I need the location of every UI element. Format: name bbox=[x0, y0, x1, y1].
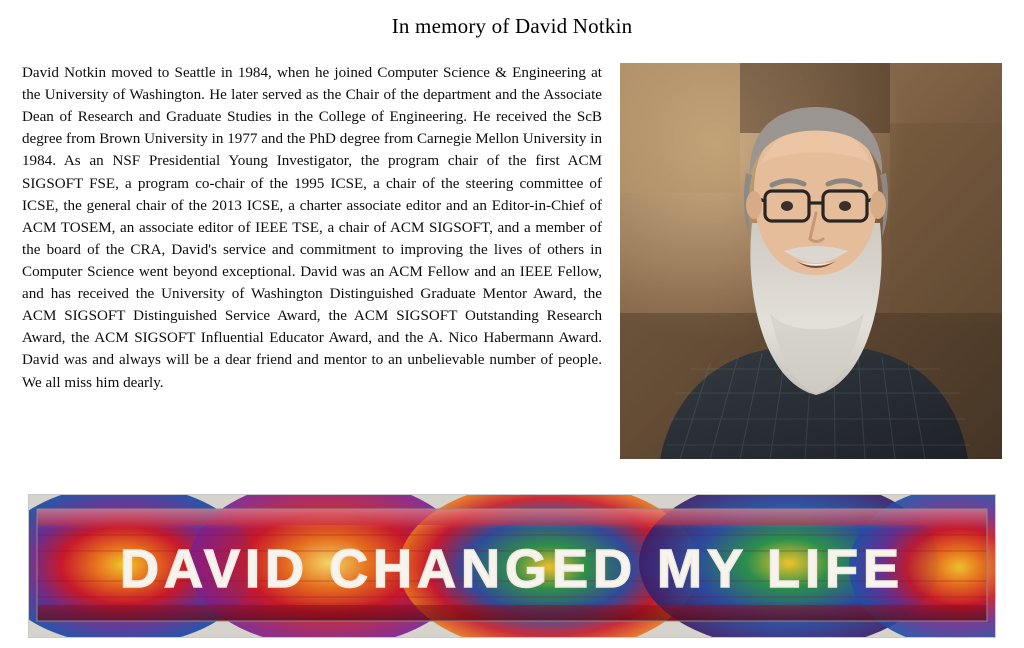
tie-dye-ribbon-illustration bbox=[29, 495, 995, 637]
portrait-illustration bbox=[620, 63, 1002, 459]
portrait-photo bbox=[620, 63, 1002, 459]
page-title: In memory of David Notkin bbox=[391, 14, 633, 38]
ribbon-text: DAVID CHANGED MY LIFE bbox=[119, 539, 905, 599]
memorial-body-text: David Notkin moved to Seattle in 1984, when he joined Computer Science & Engineering at the University of Washington. He later served as the Chair of the department and the Associate Dean of Research and Graduate Studies in the College of Engineering. He received the ScB degree from Brown University in 1977 and the PhD degree from Carnegie Mellon University in 1984. As an NSF Presidential Young Investigator, the program chair of the first ACM SIGSOFT FSE, a program co-chair of the 1995 ICSE, a chair of the steering committee of ICSE, the general chair of the 2013 ICSE, a charter associate editor and an Editor-in-Chief of ACM TOSEM, an associate editor of IEEE TSE, a chair of ACM SIGSOFT, and a member of the board of the CRA, David's service and commitment to improving the lives of others in Computer Science went beyond exceptional. David was an ACM Fellow and an IEEE Fellow, and has received the University of Washington Distinguished Graduate Mentor Award, the ACM SIGSOFT Distinguished Service Award, the ACM SIGSOFT Outstanding Research Award, the ACM SIGSOFT Influential Educator Award, and the A. Nico Habermann Award. David was and always will be a dear friend and mentor to an unbelievable number of people. We all miss him dearly. bbox=[22, 65, 602, 391]
ribbon-image bbox=[28, 494, 996, 638]
